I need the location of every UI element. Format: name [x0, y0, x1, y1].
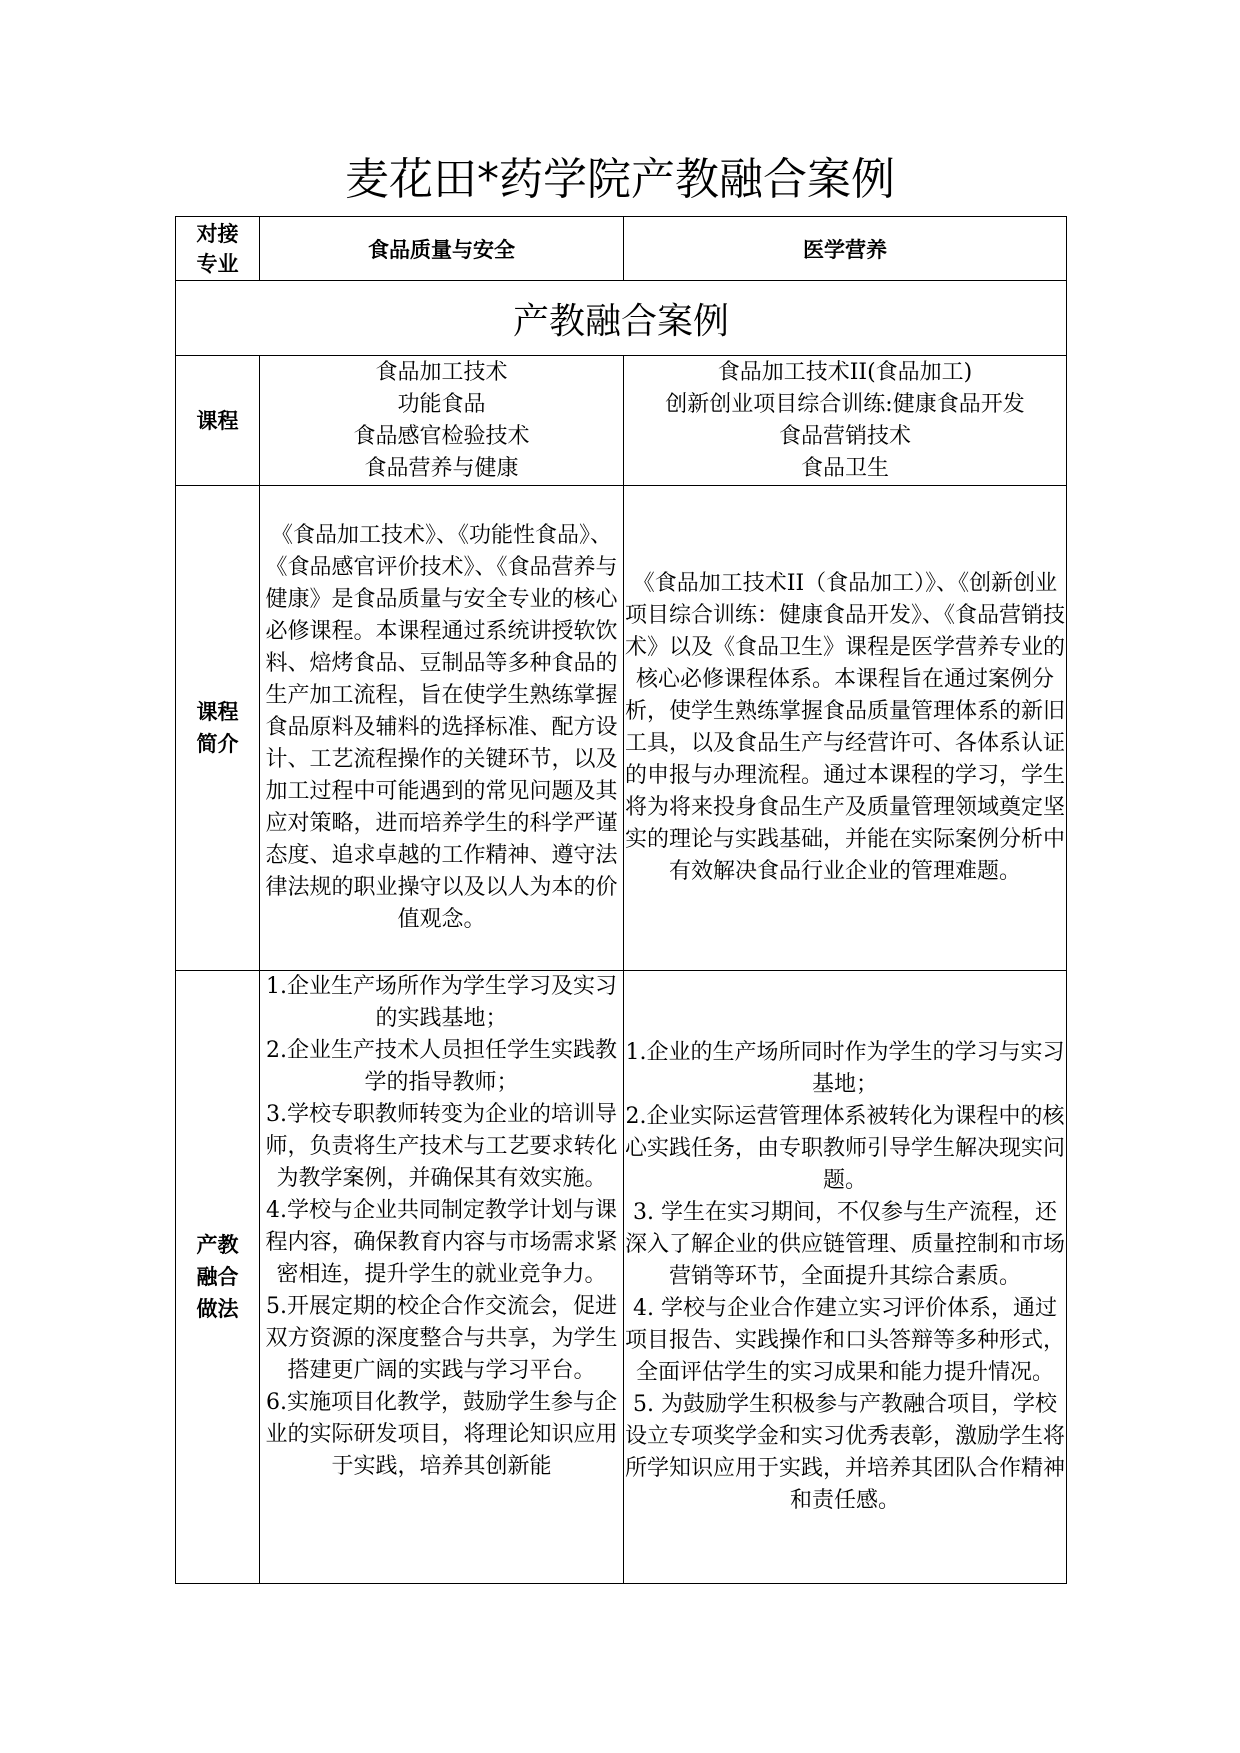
- case-table: [175, 216, 1067, 1584]
- course-item: 食品卫生: [800, 455, 889, 481]
- section-banner: 产教融合案例: [512, 300, 729, 342]
- practice-item: 1.企业生产场所作为学生学习及实习的实践基地；: [266, 974, 617, 1031]
- major-label: 对接专业: [196, 221, 239, 276]
- major-label-cell: [176, 217, 260, 281]
- practice-item: 6.实施项目化教学，鼓励学生参与企业的实际研发项目，将理论知识应用于实践，培养其创新能: [265, 1390, 618, 1479]
- practice-item: 2.企业实际运营管理体系被转化为课程中的核心实践任务，由专职教师引导学生解决现实问题。: [624, 1104, 1065, 1193]
- major-col1-cell: [260, 217, 624, 281]
- practice-item: 5. 为鼓励学生积极参与产教融合项目，学校设立专项奖学金和实习优秀表彰，激励学生将所学知识应用于实践，并培养其团队合作精神和责任感。: [624, 1392, 1065, 1513]
- header-row: [176, 217, 1067, 281]
- intro-label: 课程简介: [196, 700, 239, 756]
- course-item: 食品加工技术: [375, 359, 508, 385]
- major-col2-cell: [624, 217, 1067, 281]
- course-item: 食品感官检验技术: [353, 423, 530, 449]
- practice-col1-cell: [260, 971, 624, 1584]
- major-food-quality-safety: 食品质量与安全: [368, 237, 515, 262]
- practice-item: 3.学校专职教师转变为企业的培训导师，负责将生产技术与工艺要求转化为教学案例，并确保其有效实施。: [265, 1102, 618, 1191]
- courses-row: [176, 356, 1067, 486]
- course-item: 功能食品: [397, 391, 486, 417]
- course-item: 食品营销技术: [778, 423, 911, 449]
- intro-row: [176, 486, 1067, 971]
- banner-row: [176, 281, 1067, 356]
- course-item: 创新创业项目综合训练:健康食品开发: [665, 391, 1025, 417]
- banner-cell: [176, 281, 1067, 356]
- practice-row: [176, 971, 1067, 1584]
- practice-item: 4. 学校与企业合作建立实习评价体系，通过项目报告、实践操作和口头答辩等多种形式，全面评估学生的实习成果和能力提升情况。: [624, 1296, 1065, 1385]
- practice-label-cell: [176, 971, 260, 1584]
- courses-col2-cell: [624, 356, 1067, 486]
- practice-item: 4.学校与企业共同制定教学计划与课程内容，确保教育内容与市场需求紧密相连，提升学生的就业竞争力。: [265, 1198, 618, 1287]
- practice-col2-cell: [624, 971, 1067, 1584]
- intro-label-cell: [176, 486, 260, 971]
- practice-item: 1.企业的生产场所同时作为学生的学习与实习基地；: [625, 1040, 1065, 1097]
- intro-col1-cell: [260, 486, 624, 971]
- practice-item: 5.开展定期的校企合作交流会，促进双方资源的深度整合与共享，为学生搭建更广阔的实践与学习平台。: [265, 1294, 618, 1383]
- course-item: 食品营养与健康: [364, 455, 519, 481]
- practice-item: 2.企业生产技术人员担任学生实践教学的指导教师；: [266, 1038, 617, 1095]
- intro-col2-cell: [624, 486, 1067, 971]
- intro-text-col2: 《食品加工技术II（食品加工）》、《创新创业项目综合训练：健康食品开发》、《食品营销技术》以及《食品卫生》课程是医学营养专业的核心必修课程体系。本课程旨在通过案例分析，使学生熟练掌握食品质量管理体系的新旧工具，以及食品生产与经营许可、各体系认证的申报与办理流程。通过本课程的学习，学生将为将来投身食品生产及质量管理领域奠定坚实的理论与实践基础，并能在实际案例分析中有效解决食品行业企业的管理难题。: [624, 571, 1065, 884]
- courses-label: 课程: [196, 408, 239, 433]
- intro-text-col1: 《食品加工技术》、《功能性食品》、《食品感官评价技术》、《食品营养与健康》是食品质量与安全专业的核心必修课程。本课程通过系统讲授软饮料、焙烤食品、豆制品等多种食品的生产加工流程，旨在使学生熟练掌握食品原料及辅料的选择标准、配方设计、工艺流程操作的关键环节，以及加工过程中可能遇到的常见问题及其应对策略，进而培养学生的科学严谨态度、追求卓越的工作精神、遵守法律法规的职业操守以及以人为本的价值观念。: [265, 523, 618, 932]
- courses-label-cell: [176, 356, 260, 486]
- major-medical-nutrition: 医学营养: [803, 237, 887, 262]
- page-title: 麦花田*药学院产教融合案例: [345, 154, 895, 205]
- course-item: 食品加工技术II(食品加工): [717, 359, 973, 385]
- practice-label: 产教融合做法: [196, 1233, 239, 1321]
- courses-col1-cell: [260, 356, 624, 486]
- practice-item: 3. 学生在实习期间，不仅参与生产流程，还深入了解企业的供应链管理、质量控制和市场营销等环节，全面提升其综合素质。: [624, 1200, 1065, 1289]
